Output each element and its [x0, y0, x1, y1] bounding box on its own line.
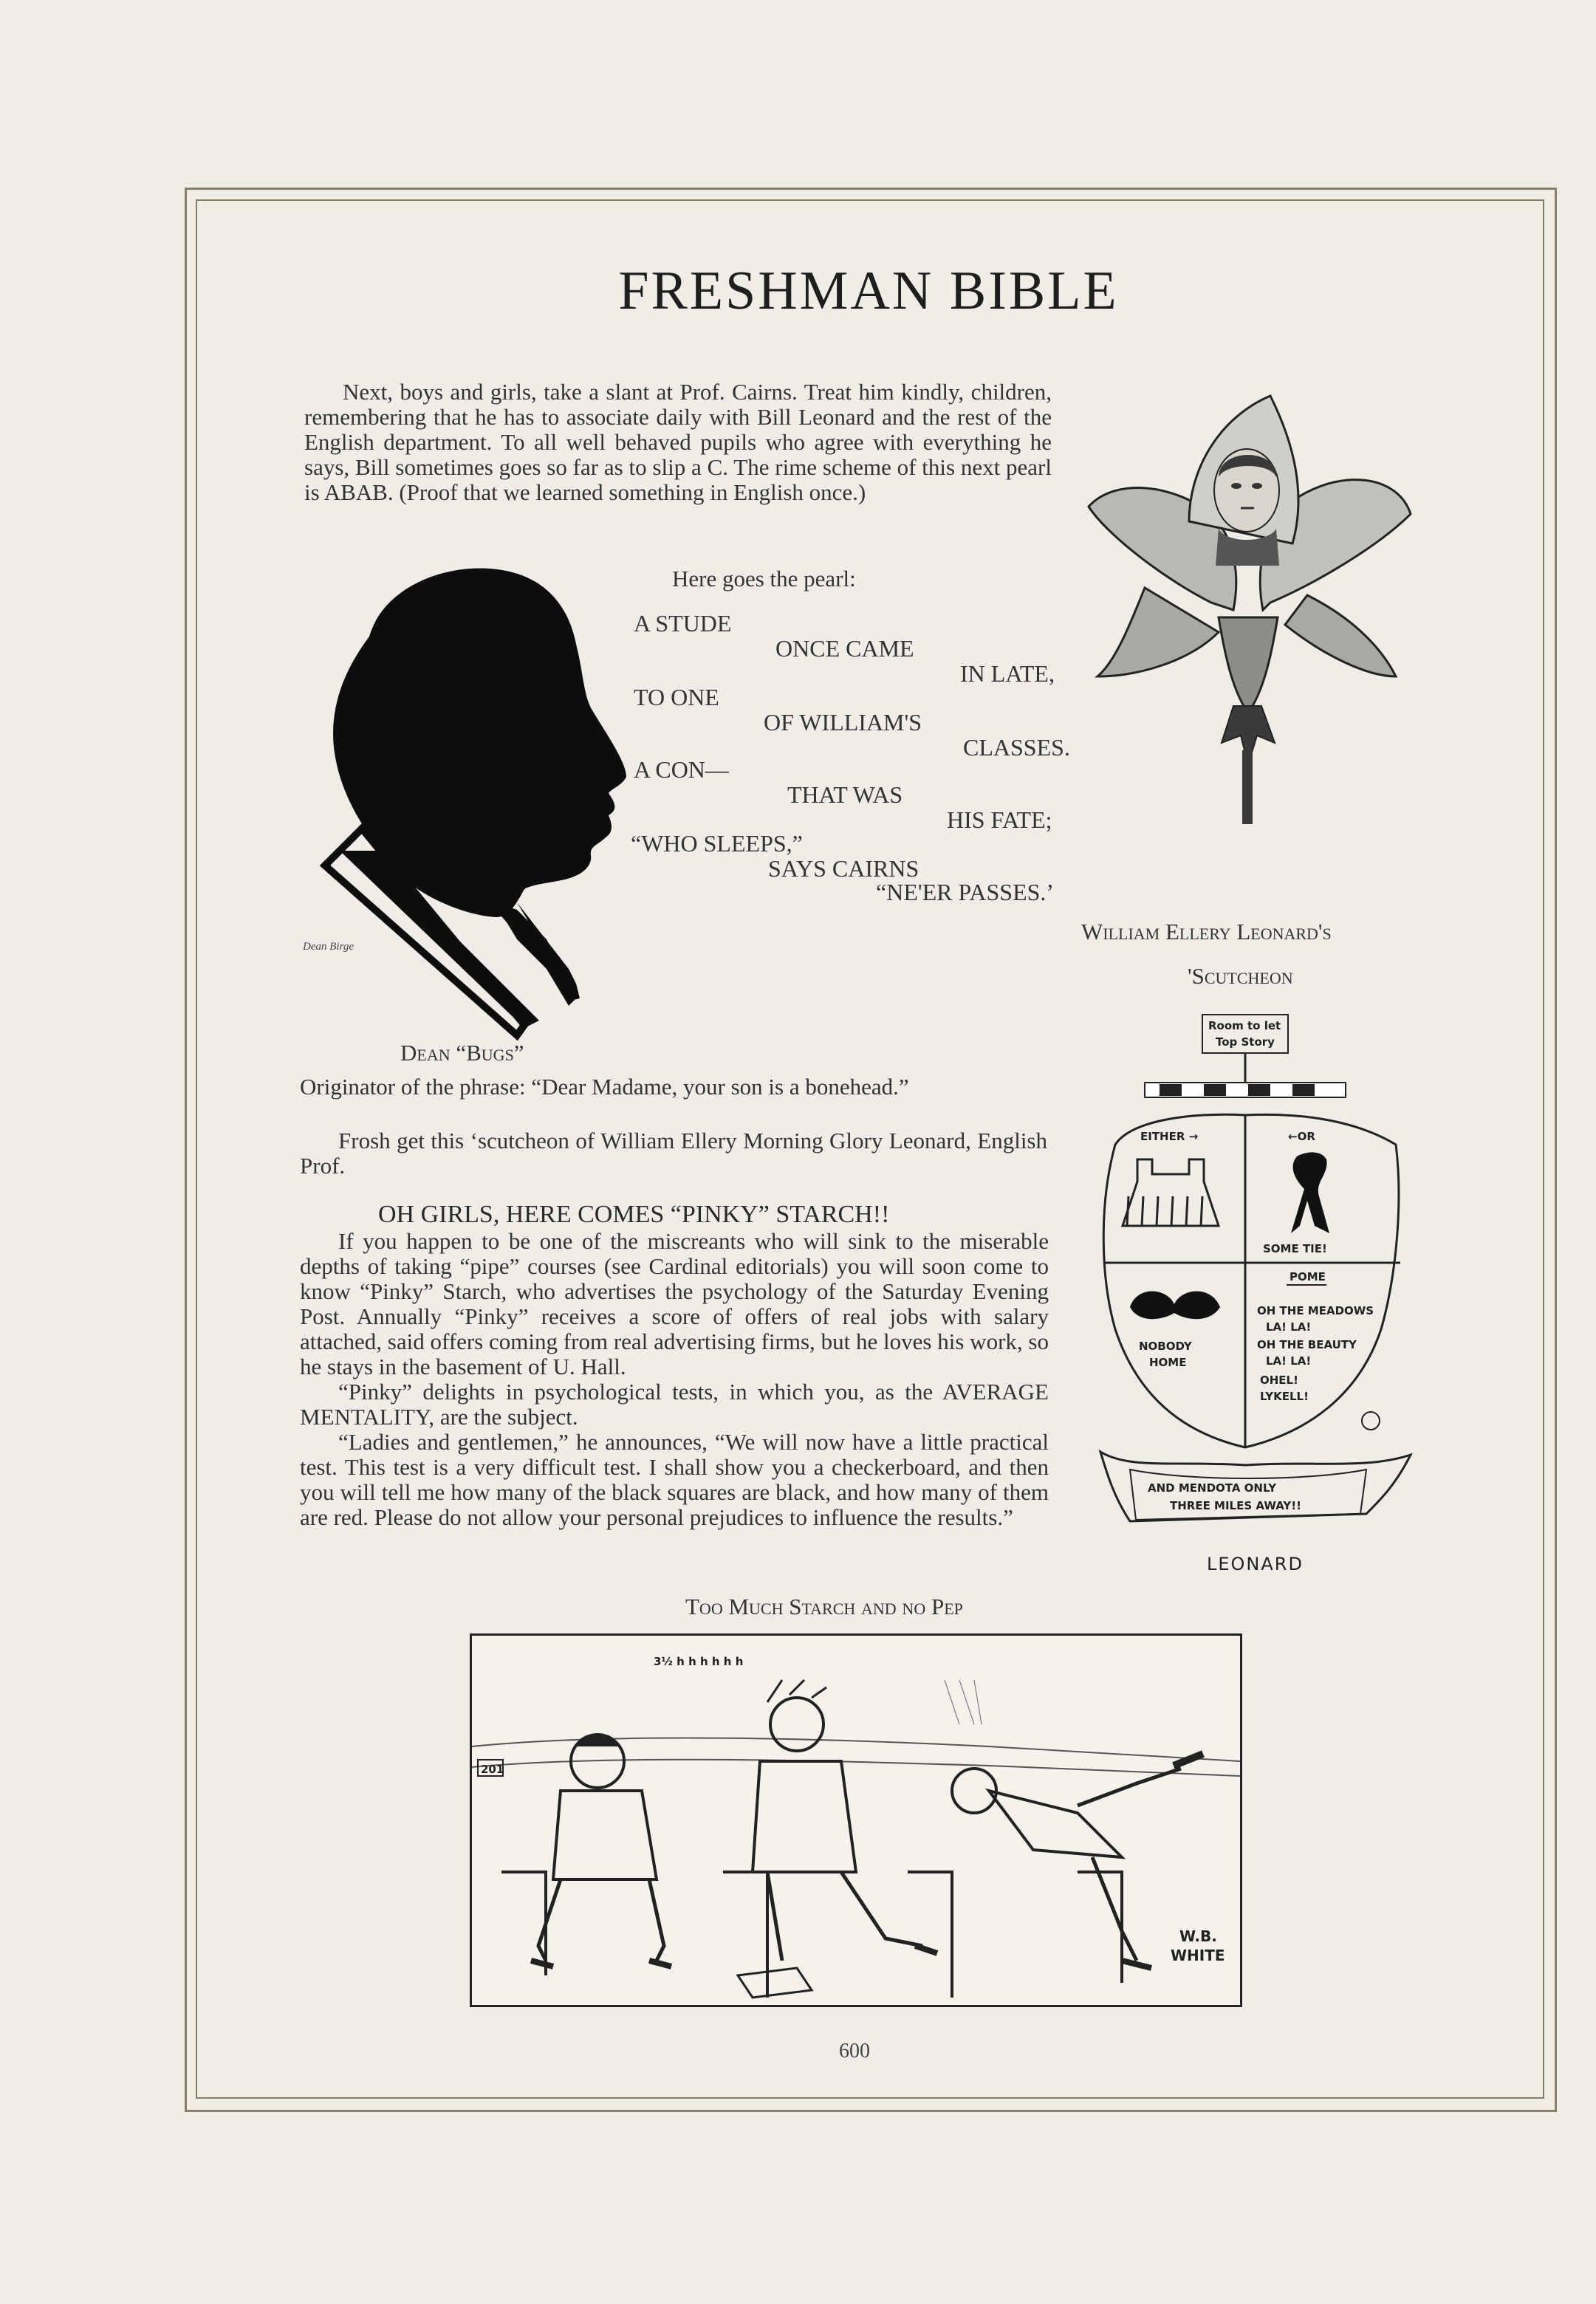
- pinky-heading: OH GIRLS, HERE COMES “PINKY” STARCH!!: [378, 1201, 890, 1228]
- shield-some-tie-label: SOME TIE!: [1263, 1242, 1327, 1255]
- shield-or-label: ←OR: [1288, 1130, 1315, 1143]
- lily-caption-line1: William Ellery Leonard's: [1081, 919, 1332, 944]
- scutcheon-paragraph-text: Frosh get this ‘scutcheon of William Ellery Morning Glory Leonard, English Prof.: [300, 1128, 1047, 1179]
- page-title: FRESHMAN BIBLE: [618, 261, 1119, 321]
- scutcheon-paragraph: [300, 1128, 1047, 1179]
- banner-line1: AND MENDOTA ONLY: [1148, 1481, 1277, 1495]
- cartoon-seat-number: 201: [481, 1763, 504, 1776]
- lily-caption-line2: 'Scutcheon: [1188, 963, 1293, 989]
- cartoon-image: [472, 1636, 1240, 2005]
- pome-line: OHEL!: [1260, 1374, 1298, 1387]
- sign-line1: Room to let: [1208, 1019, 1281, 1032]
- scutcheon-drawing: [1086, 1012, 1418, 1588]
- silhouette-signature: Dean Birge: [303, 941, 355, 953]
- silhouette-image: [325, 555, 635, 1043]
- poem-line: CLASSES.: [963, 734, 1070, 761]
- silhouette-subcaption: Originator of the phrase: “Dear Madame, your son is a bonehead.”: [300, 1074, 909, 1100]
- poem-intro: Here goes the pearl:: [672, 566, 856, 592]
- pinky-paragraph: “Ladies and gentlemen,” he announces, “We will now have a little practical test. This test is a very difficult test. I shall show you a checkerboard, and then you will tell me how many of the black squares are black, and how many of them are red. Please do not allow your personal prejudices to influence the results.”: [300, 1429, 1049, 1530]
- pome-line: OH THE MEADOWS: [1257, 1304, 1374, 1317]
- poem-line: TO ONE: [634, 684, 719, 710]
- poem-line: “WHO SLEEPS,”: [631, 830, 803, 857]
- pome-line: LYKELL!: [1260, 1390, 1309, 1403]
- poem-line: THAT WAS: [787, 781, 903, 808]
- lily-portrait-image: [1086, 396, 1418, 824]
- shield-pome-title: POME: [1290, 1270, 1326, 1283]
- shield-home-label: HOME: [1149, 1356, 1187, 1369]
- cartoon-panel: [470, 1633, 1242, 2007]
- poem-line: ONCE CAME: [775, 635, 914, 662]
- pinky-paragraph: “Pinky” delights in psychological tests, in which you, as the AVERAGE MENTALITY, are the subject.: [300, 1379, 1049, 1430]
- page-number: 600: [839, 2040, 870, 2063]
- poem-line: “NE'ER PASSES.’: [876, 879, 1055, 905]
- cartoon-signature-line2: WHITE: [1171, 1947, 1225, 1964]
- poem-line: OF WILLIAM'S: [764, 709, 922, 736]
- poem-line: SAYS CAIRNS: [768, 855, 919, 882]
- shield-nobody-label: NOBODY: [1139, 1340, 1192, 1353]
- scutcheon-caption: LEONARD: [1207, 1554, 1304, 1574]
- poem-line: A CON—: [634, 756, 729, 783]
- pinky-paragraph: If you happen to be one of the miscreants who will sink to the miserable depths of taking “pipe” courses (see Cardinal editorials) you will soon come to know “Pinky” Starch, who advertises the psychology of the Saturday Evening Post. Annually “Pinky” receives a score of offers of real jobs with salary attached, said offers coming from real advertising firms, but he loves his work, so he stays in the basement of U. Hall.: [300, 1228, 1049, 1379]
- pome-line: LA! LA!: [1266, 1320, 1312, 1334]
- poem-line: A STUDE: [634, 610, 732, 637]
- pome-line: OH THE BEAUTY: [1257, 1338, 1357, 1351]
- intro-paragraph-text: Next, boys and girls, take a slant at Prof. Cairns. Treat him kindly, children, remembering that he has to associate daily with Bill Leonard and the rest of the English department. To all well behaved pupils who agree with everything he says, Bill sometimes goes so far as to slip a C. The rime scheme of this next pearl is ABAB. (Proof that we learned something in English once.): [304, 379, 1052, 505]
- shield-either-label: EITHER →: [1140, 1130, 1199, 1143]
- cartoon-signature-line1: W.B.: [1179, 1927, 1217, 1945]
- pome-line: LA! LA!: [1266, 1354, 1312, 1368]
- cartoon-sounds: 3½ h h h h h h: [654, 1655, 744, 1668]
- sign-line2: Top Story: [1216, 1035, 1275, 1049]
- poem-line: HIS FATE;: [947, 806, 1052, 833]
- pinky-article: [300, 1229, 1049, 1530]
- silhouette-caption: Dean “Bugs”: [400, 1040, 524, 1066]
- poem-line: IN LATE,: [960, 660, 1055, 687]
- cartoon-caption: Too Much Starch and no Pep: [685, 1594, 963, 1619]
- intro-paragraph: [304, 380, 1052, 505]
- banner-line2: THREE MILES AWAY!!: [1170, 1499, 1301, 1512]
